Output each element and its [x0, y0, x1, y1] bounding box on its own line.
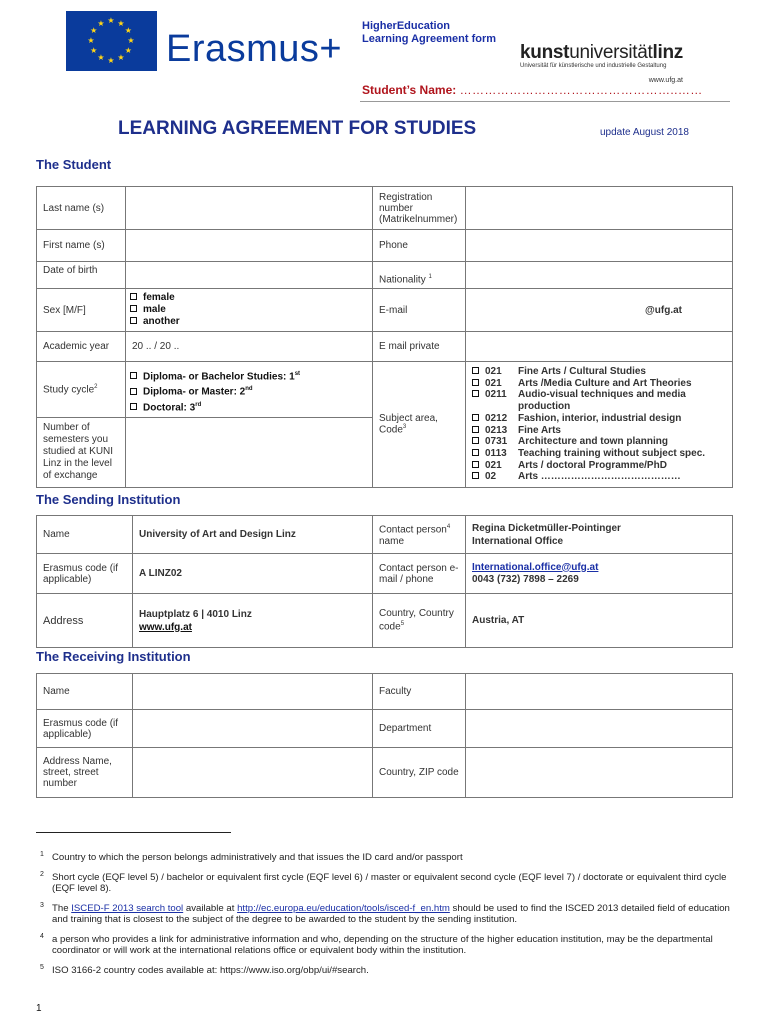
sex-options: [126, 289, 373, 332]
checkbox-icon[interactable]: [472, 472, 479, 479]
logo-word-kunst: kunst: [520, 42, 570, 63]
sending-country-label: Country, Country code$^5$: [373, 594, 466, 648]
faculty-label: Faculty: [373, 674, 466, 710]
header-rule: [360, 101, 730, 102]
student-table: [36, 186, 733, 488]
study-cycle-option[interactable]: Diploma- or Bachelor Studies: 1st: [130, 368, 366, 383]
email-field[interactable]: @ufg.at: [466, 289, 733, 332]
student-name-field[interactable]: ……………………………………………..……: [459, 83, 703, 97]
receiving-address-field[interactable]: [133, 748, 373, 798]
logo-word-linz: linz: [652, 42, 683, 63]
isced-search-tool-link[interactable]: ISCED-F 2013 search tool: [71, 902, 184, 914]
checkbox-icon[interactable]: [130, 388, 137, 395]
student-name-label: Student’s Name:: [362, 83, 457, 97]
email-private-field[interactable]: [466, 332, 733, 362]
header-line-2: Learning Agreement form: [362, 33, 497, 45]
receiving-table: [36, 673, 733, 798]
receiving-erasmus-field[interactable]: [133, 710, 373, 748]
checkbox-icon[interactable]: [472, 461, 479, 468]
sending-name-label: Name: [37, 516, 133, 554]
checkbox-icon[interactable]: [472, 379, 479, 386]
section-title-student: The Student: [36, 157, 112, 172]
academic-year-label: Academic year: [37, 332, 126, 362]
footnote-3: 3 The ISCED-F 2013 search tool available at http://ec.europa.eu/education/tools/isced-f_en.htm should be used to find the ISCED 2013 detailed field of education and training that is closest to the subject of the degree to be awarded to the student by the sending institution.: [40, 901, 730, 925]
sending-country-value: Austria, AT: [466, 594, 733, 648]
contact-phone-value: 0043 (732) 7898 – 2269: [472, 573, 579, 585]
subject-area-option[interactable]: 021 Fine Arts / Cultural Studies: [472, 366, 726, 378]
sending-erasmus-value: A LINZ02: [133, 554, 373, 594]
faculty-field[interactable]: [466, 674, 733, 710]
registration-field[interactable]: [466, 187, 733, 230]
sending-address-value: Hauptplatz 6 | 4010 Linz www.ufg.at: [133, 594, 373, 648]
logo-word-universitat: universität: [569, 42, 653, 63]
checkbox-icon[interactable]: [130, 372, 137, 379]
university-logo: [520, 42, 683, 84]
subject-area-option[interactable]: 0212 Fashion, interior, industrial design: [472, 413, 726, 425]
eu-star-icon: ★: [124, 46, 132, 55]
header-form-label: [362, 20, 496, 46]
eu-star-icon: ★: [97, 18, 105, 28]
email-private-label: E mail private: [373, 332, 466, 362]
subject-area-option[interactable]: 0211 Audio-visual techniques and media production: [472, 389, 726, 412]
subject-area-option[interactable]: 0731 Architecture and town planning: [472, 436, 726, 448]
eu-star-icon: ★: [117, 53, 125, 63]
sending-address-label: Address: [37, 594, 133, 648]
semesters-label: Number of semesters you studied at KUNI Linz in the level of exchange: [37, 417, 126, 487]
study-cycle-options: [126, 362, 373, 418]
sending-table: [36, 515, 733, 648]
department-label: Department: [373, 710, 466, 748]
sex-option-female[interactable]: female: [130, 292, 366, 304]
registration-label: Registration number (Matrikelnummer): [373, 187, 466, 230]
academic-year-field[interactable]: 20 .. / 20 ..: [126, 332, 373, 362]
receiving-address-label: Address Name, street, street number: [37, 748, 133, 798]
footnote-2: 2 Short cycle (EQF level 5) / bachelor or equivalent first cycle (EQF level 6) / master or equivalent second cycle (EQF level 7) / doctorate or equivalent third cycle (EQF level 8).: [40, 870, 727, 894]
first-name-field[interactable]: [126, 230, 373, 262]
sex-option-another[interactable]: another: [130, 316, 366, 328]
dob-field[interactable]: [126, 262, 373, 289]
subject-area-options: [466, 362, 733, 488]
study-cycle-option[interactable]: Diploma- or Master: 2nd: [130, 383, 366, 398]
phone-label: Phone: [373, 230, 466, 262]
contact-email-label: Contact person e-mail / phone: [373, 554, 466, 594]
eu-star-icon: ★: [124, 26, 132, 35]
eu-star-icon: ★: [127, 36, 135, 45]
eu-star-icon: ★: [117, 18, 125, 28]
footnote-4: 4 a person who provides a link for administrative information and who, depending on the structure of the higher education institution, may be the departmental coordinator or will work at the international relations office or equivalent body within the institution.: [40, 932, 713, 956]
eu-star-icon: ★: [90, 26, 98, 35]
eu-star-icon: ★: [90, 46, 98, 55]
eu-star-icon: ★: [107, 56, 115, 65]
sex-option-male[interactable]: male: [130, 304, 366, 316]
page-title: LEARNING AGREEMENT FOR STUDIES: [118, 118, 477, 139]
logo-url: www.ufg.at: [648, 77, 683, 84]
checkbox-icon[interactable]: [472, 414, 479, 421]
subject-area-option[interactable]: 02 Arts ……………………………………: [472, 471, 726, 483]
checkbox-icon[interactable]: [472, 367, 479, 374]
page-number: 1: [36, 1003, 42, 1014]
contact-email-link[interactable]: International.office@ufg.at: [472, 561, 599, 573]
nationality-label: Nationality $^1$: [373, 262, 466, 289]
contact-person-label: Contact person$^4$ name: [373, 516, 466, 554]
phone-field[interactable]: [466, 230, 733, 262]
checkbox-icon[interactable]: [130, 293, 137, 300]
subject-area-option[interactable]: 0213 Fine Arts: [472, 425, 726, 437]
checkbox-icon[interactable]: [472, 449, 479, 456]
checkbox-icon[interactable]: [472, 426, 479, 433]
nationality-field[interactable]: [466, 262, 733, 289]
eu-star-icon: ★: [87, 36, 95, 45]
sending-website-link[interactable]: www.ufg.at: [139, 621, 192, 633]
logo-subtitle: Universität für künstlerische und industrielle Gestaltung: [520, 63, 667, 69]
isced-url-link[interactable]: http://ec.europa.eu/education/tools/isced-f_en.htm: [237, 902, 450, 914]
section-title-receiving: The Receiving Institution: [36, 649, 191, 664]
subject-area-option[interactable]: 0113 Teaching training without subject spec.: [472, 448, 726, 460]
contact-person-value: Regina Dicketmüller-Pointinger International Office: [466, 516, 733, 554]
footnote-1: 1 Country to which the person belongs administratively and that issues the ID card and/or passport: [40, 851, 463, 863]
checkbox-icon[interactable]: [472, 437, 479, 444]
study-cycle-label: Study cycle$^2$: [37, 362, 126, 418]
checkbox-icon[interactable]: [130, 317, 137, 324]
footnote-5: 5 ISO 3166-2 country codes available at: https://www.iso.org/obp/ui/#search.: [40, 963, 369, 976]
eu-star-icon: ★: [97, 53, 105, 63]
footnotes: [36, 852, 732, 984]
dob-label: Date of birth: [37, 262, 126, 289]
email-label: E-mail: [373, 289, 466, 332]
section-title-sending: The Sending Institution: [36, 492, 181, 507]
checkbox-icon[interactable]: [130, 403, 137, 410]
sending-erasmus-label: Erasmus code (if applicable): [37, 554, 133, 594]
department-field[interactable]: [466, 710, 733, 748]
update-date: update August 2018: [600, 127, 689, 138]
semesters-field[interactable]: [126, 417, 373, 487]
receiving-country-field[interactable]: [466, 748, 733, 798]
sending-name-value: University of Art and Design Linz: [133, 516, 373, 554]
contact-email-value: [466, 554, 733, 594]
subject-area-option[interactable]: 021 Arts / doctoral Programme/PhD: [472, 460, 726, 472]
receiving-name-label: Name: [37, 674, 133, 710]
erasmus-logo-text: Erasmus+: [166, 28, 343, 70]
eu-star-icon: ★: [107, 16, 115, 25]
study-cycle-option[interactable]: Doctoral: 3rd: [130, 399, 366, 414]
eu-flag-logo: [66, 11, 157, 71]
last-name-label: Last name (s): [37, 187, 126, 230]
receiving-country-label: Country, ZIP code: [373, 748, 466, 798]
subject-area-label: Subject area, Code$^3$: [373, 362, 466, 488]
receiving-name-field[interactable]: [133, 674, 373, 710]
subject-area-option[interactable]: 021 Arts /Media Culture and Art Theories: [472, 378, 726, 390]
checkbox-icon[interactable]: [472, 390, 479, 397]
first-name-label: First name (s): [37, 230, 126, 262]
header-line-1: HigherEducation: [362, 20, 451, 32]
last-name-field[interactable]: [126, 187, 373, 230]
sex-label: Sex [M/F]: [37, 289, 126, 332]
footnote-rule: [36, 832, 231, 833]
receiving-erasmus-label: Erasmus code (if applicable): [37, 710, 133, 748]
checkbox-icon[interactable]: [130, 305, 137, 312]
student-name-line: [362, 83, 703, 97]
